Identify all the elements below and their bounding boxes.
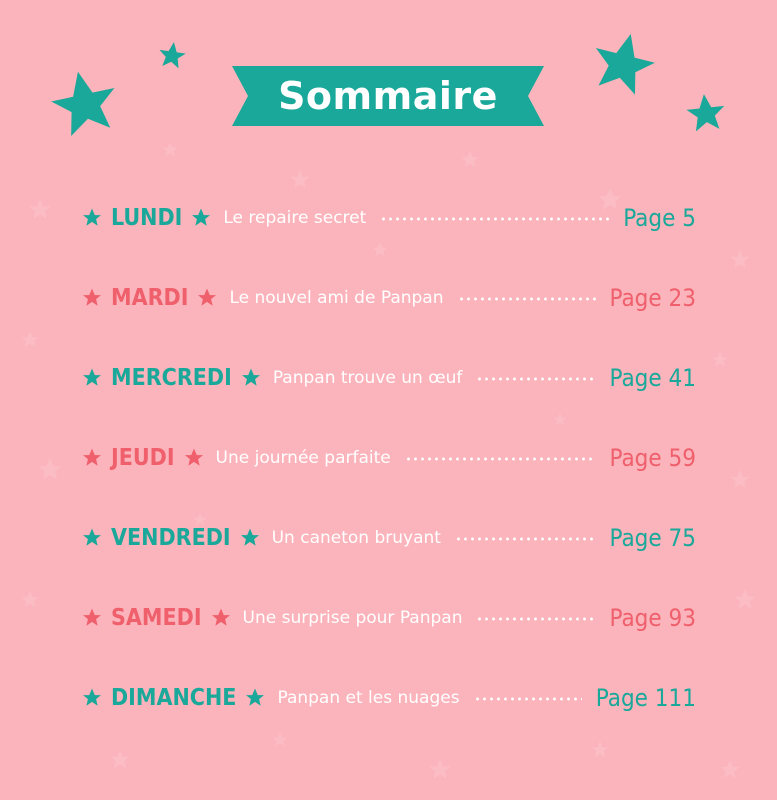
toc-page-number: Page 41 bbox=[609, 364, 696, 392]
toc-chapter-title: Le nouvel ami de Panpan bbox=[229, 288, 444, 308]
page-title: Sommaire bbox=[278, 74, 498, 118]
star-icon bbox=[184, 448, 204, 468]
toc-entry-mercredi[interactable] bbox=[82, 358, 696, 398]
toc-page-number: Page 93 bbox=[609, 604, 696, 632]
toc-day: MERCREDI bbox=[111, 365, 232, 391]
toc-page-number: Page 59 bbox=[609, 444, 696, 472]
dot-leader bbox=[476, 617, 595, 621]
dot-leader bbox=[474, 697, 582, 701]
star-icon bbox=[197, 288, 217, 308]
star-icon bbox=[240, 528, 260, 548]
star-icon bbox=[82, 368, 102, 388]
toc-entry-samedi[interactable] bbox=[82, 598, 696, 638]
dot-leader bbox=[455, 537, 596, 541]
toc-page-number: Page 5 bbox=[623, 204, 696, 232]
dot-leader bbox=[405, 457, 596, 461]
toc-chapter-title: Une journée parfaite bbox=[215, 448, 391, 468]
dot-leader bbox=[380, 217, 609, 221]
toc-chapter-title: Le repaire secret bbox=[223, 208, 367, 228]
toc-page-number: Page 75 bbox=[609, 524, 696, 552]
toc-chapter-title: Une surprise pour Panpan bbox=[242, 608, 463, 628]
toc-page-number: Page 111 bbox=[595, 684, 696, 712]
star-icon bbox=[245, 688, 265, 708]
star-icon bbox=[82, 528, 102, 548]
toc-entry-jeudi[interactable] bbox=[82, 438, 696, 478]
toc-entry-mardi[interactable] bbox=[82, 278, 696, 318]
dot-leader bbox=[458, 297, 596, 301]
star-icon bbox=[82, 448, 102, 468]
toc-entry-lundi[interactable] bbox=[82, 198, 696, 238]
star-icon bbox=[82, 608, 102, 628]
toc-entry-vendredi[interactable] bbox=[82, 518, 696, 558]
toc-chapter-title: Panpan et les nuages bbox=[277, 688, 460, 708]
toc-day: MARDI bbox=[111, 285, 189, 311]
star-icon bbox=[82, 688, 102, 708]
dot-leader bbox=[476, 377, 595, 381]
toc-day: VENDREDI bbox=[111, 525, 231, 551]
star-icon bbox=[211, 608, 231, 628]
toc-day: LUNDI bbox=[111, 205, 183, 231]
toc-day: SAMEDI bbox=[111, 605, 202, 631]
star-icon bbox=[82, 288, 102, 308]
star-icon bbox=[191, 208, 211, 228]
toc-chapter-title: Panpan trouve un œuf bbox=[272, 368, 463, 388]
star-icon bbox=[241, 368, 261, 388]
toc-page-number: Page 23 bbox=[609, 284, 696, 312]
toc-day: JEUDI bbox=[111, 445, 175, 471]
toc-day: DIMANCHE bbox=[111, 685, 237, 711]
toc-chapter-title: Un caneton bruyant bbox=[271, 528, 441, 548]
star-icon bbox=[82, 208, 102, 228]
toc-entry-dimanche[interactable] bbox=[82, 678, 696, 718]
